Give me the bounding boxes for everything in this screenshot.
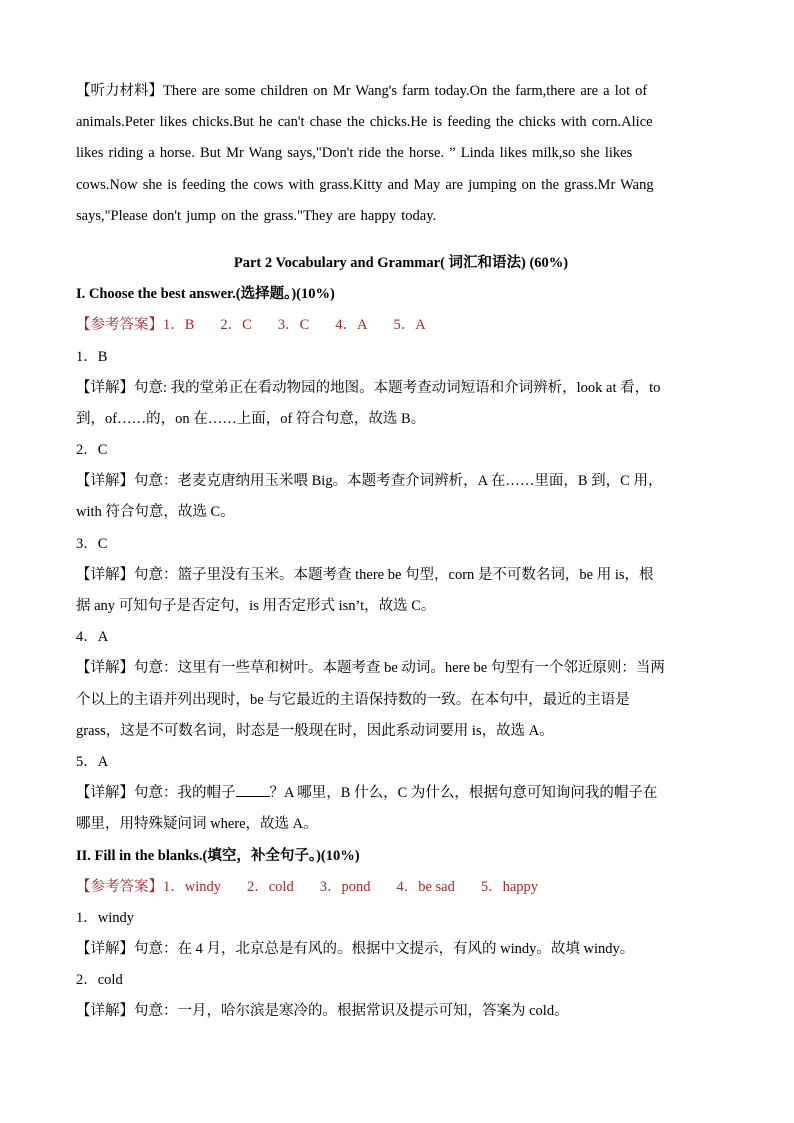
listening-line: likes riding a horse. But Mr Wang says,"Don't ride the horse. ” Linda likes milk,so she likes <box>76 145 633 162</box>
section2-title: II. Fill in the blanks.(填空，补全句子。)(10%) <box>76 847 360 864</box>
item-explanation: 哪里，用特殊疑问词 where，故选 A。 <box>76 816 318 833</box>
answer-tag: 【参考答案】 <box>76 878 163 895</box>
item-explanation: 到，of……的，on 在……上面，of 符合句意，故选 B。 <box>76 410 426 427</box>
listening-line: 【听力材料】There are some children on Mr Wang's farm today.On the farm,there are a lot of <box>76 83 648 99</box>
section1-title: I. Choose the best answer.(选择题。)(10%) <box>76 286 335 303</box>
listening-tag: 【听力材料】 <box>76 83 163 99</box>
answer-item: 1．B <box>163 317 195 334</box>
item-explanation: 个以上的主语并列出现时，be 与它最近的主语保持数的一致。在本句中，最近的主语是 <box>76 691 630 708</box>
item-explanation: 【详解】句意：老麦克唐纳用玉米喂 Big。本题考查介词辨析，A 在……里面，B 到，C 用， <box>76 473 663 490</box>
part2-title: Part 2 Vocabulary and Grammar( 词汇和语法) (60%) <box>233 254 569 271</box>
item-explanation: 【详解】句意：这里有一些草和树叶。本题考查 be 动词。here be 句型有一个邻近原则：当两 <box>76 660 665 677</box>
answer-item: 3．C <box>277 317 310 334</box>
answer-item: 5．happy <box>480 878 539 895</box>
listening-material <box>76 76 726 232</box>
item-number: 4．A <box>76 629 109 646</box>
item-number: 5．A <box>76 753 109 770</box>
answer-blank <box>236 782 270 797</box>
section2-item-2 <box>76 965 726 1027</box>
section1-item-2 <box>76 435 726 529</box>
section1-item-5 <box>76 747 726 841</box>
section1-item-3 <box>76 529 726 623</box>
section2-item-1 <box>76 903 726 965</box>
section2-answer-key <box>76 872 726 903</box>
item-number: 2．cold <box>76 972 123 989</box>
section1-answer-key <box>76 310 726 341</box>
item-explanation: 【详解】句意：篮子里没有玉米。本题考查 there be 句型，corn 是不可数名词，be 用 is，根 <box>76 566 654 583</box>
answer-item: 2．cold <box>247 878 294 895</box>
listening-line: says,"Please don't jump on the grass."They are happy today. <box>76 207 437 224</box>
item-explanation: 【详解】句意：我的帽子 ？A 哪里，B 什么，C 为什么，根据句意可知询问我的帽子在 <box>76 778 726 809</box>
item-explanation: 【详解】句意：在 4 月，北京总是有风的。根据中文提示，有风的 windy。故填 windy。 <box>76 941 635 958</box>
section1-item-4 <box>76 622 726 747</box>
item-explanation: with 符合句意，故选 C。 <box>76 504 235 521</box>
answer-item: 4．be sad <box>396 878 455 895</box>
document-page <box>76 76 726 1028</box>
listening-line: cows.Now she is feeding the cows with grass.Kitty and May are jumping on the grass.Mr Wang <box>76 176 654 193</box>
item-explanation: grass，这是不可数名词，时态是一般现在时，因此系动词要用 is，故选 A。 <box>76 722 554 739</box>
listening-line: animals.Peter likes chicks.But he can't chase the chicks.He is feeding the chicks with corn.Alice <box>76 114 653 131</box>
answer-item: 3．pond <box>319 878 371 895</box>
item-number: 1．B <box>76 348 108 365</box>
item-explanation: 【详解】句意: 我的堂弟正在看动物园的地图。本题考查动词短语和介词辨析，look at 看，to <box>76 379 661 396</box>
item-number: 2．C <box>76 442 108 459</box>
answer-item: 4．A <box>335 317 368 334</box>
item-number: 3．C <box>76 535 108 552</box>
answer-item: 1．windy <box>163 878 221 895</box>
answer-tag: 【参考答案】 <box>76 317 163 334</box>
answer-item: 5．A <box>393 317 426 334</box>
item-number: 1．windy <box>76 909 134 926</box>
item-explanation: 据 any 可知句子是否定句，is 用否定形式 isn’t，故选 C。 <box>76 598 436 614</box>
section1-item-1 <box>76 342 726 436</box>
item-explanation: 【详解】句意：一月，哈尔滨是寒冷的。根据常识及提示可知，答案为 cold。 <box>76 1003 569 1020</box>
answer-item: 2．C <box>220 317 252 334</box>
